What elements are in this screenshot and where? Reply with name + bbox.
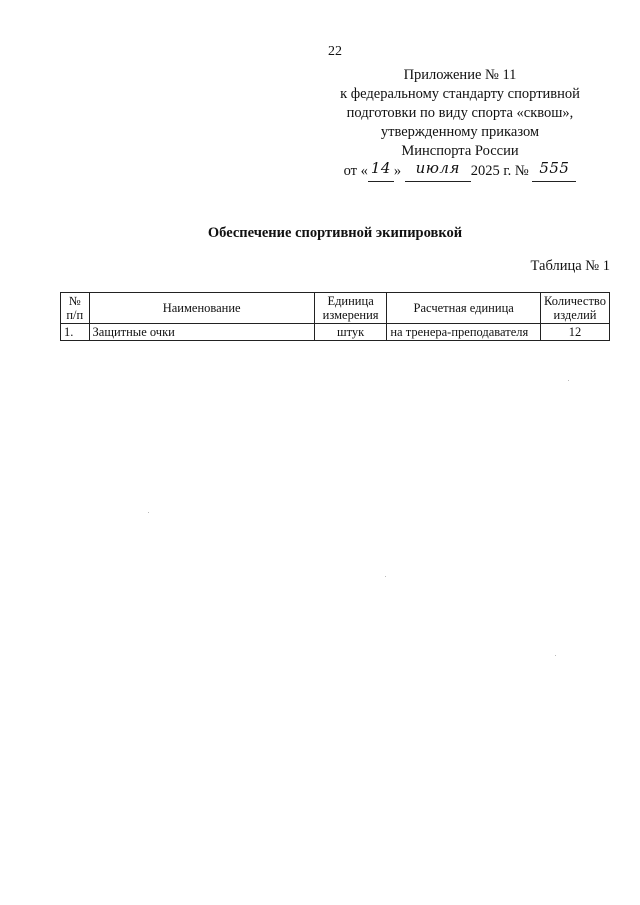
date-year: 2025 г. №	[470, 163, 529, 179]
appendix-date-line	[310, 161, 610, 182]
cell-name: Защитные очки	[89, 324, 314, 341]
cell-calc-unit: на тренера-преподавателя	[387, 324, 541, 341]
equipment-table	[60, 292, 610, 341]
table-header-row	[61, 293, 610, 324]
header-calc-unit: Расчетная единица	[387, 293, 541, 324]
appendix-line-5: Минспорта России	[401, 143, 519, 159]
page-number: 22	[328, 44, 342, 59]
cell-num: 1.	[61, 324, 90, 341]
cell-quantity: 12	[541, 324, 610, 341]
header-num: № п/п	[61, 293, 90, 324]
header-quantity: Количество изделий	[541, 293, 610, 324]
date-quote-close: »	[393, 163, 402, 179]
table-label: Таблица № 1	[530, 258, 610, 274]
table-row	[61, 324, 610, 341]
order-number-field	[532, 161, 576, 182]
scan-speck	[148, 512, 149, 513]
cell-unit: штук	[314, 324, 387, 341]
appendix-line-2: к федеральному стандарту спортивной	[340, 86, 580, 102]
date-month: июля	[415, 159, 460, 177]
appendix-line-3: подготовки по виду спорта «сквош»,	[346, 105, 574, 121]
appendix-line-4: утвержденному приказом	[380, 124, 540, 140]
scan-speck	[555, 655, 556, 656]
appendix-header	[310, 66, 610, 182]
scan-speck	[385, 576, 386, 577]
header-unit: Единица измерения	[314, 293, 387, 324]
date-month-field	[405, 161, 471, 182]
scan-speck	[568, 380, 569, 381]
document-title: Обеспечение спортивной экипировкой	[207, 225, 463, 241]
appendix-line-1: Приложение № 11	[403, 67, 517, 83]
header-name: Наименование	[89, 293, 314, 324]
date-prefix: от «	[343, 163, 368, 179]
order-number: 555	[539, 159, 570, 177]
date-day: 14	[370, 159, 391, 177]
date-day-field	[368, 161, 394, 182]
